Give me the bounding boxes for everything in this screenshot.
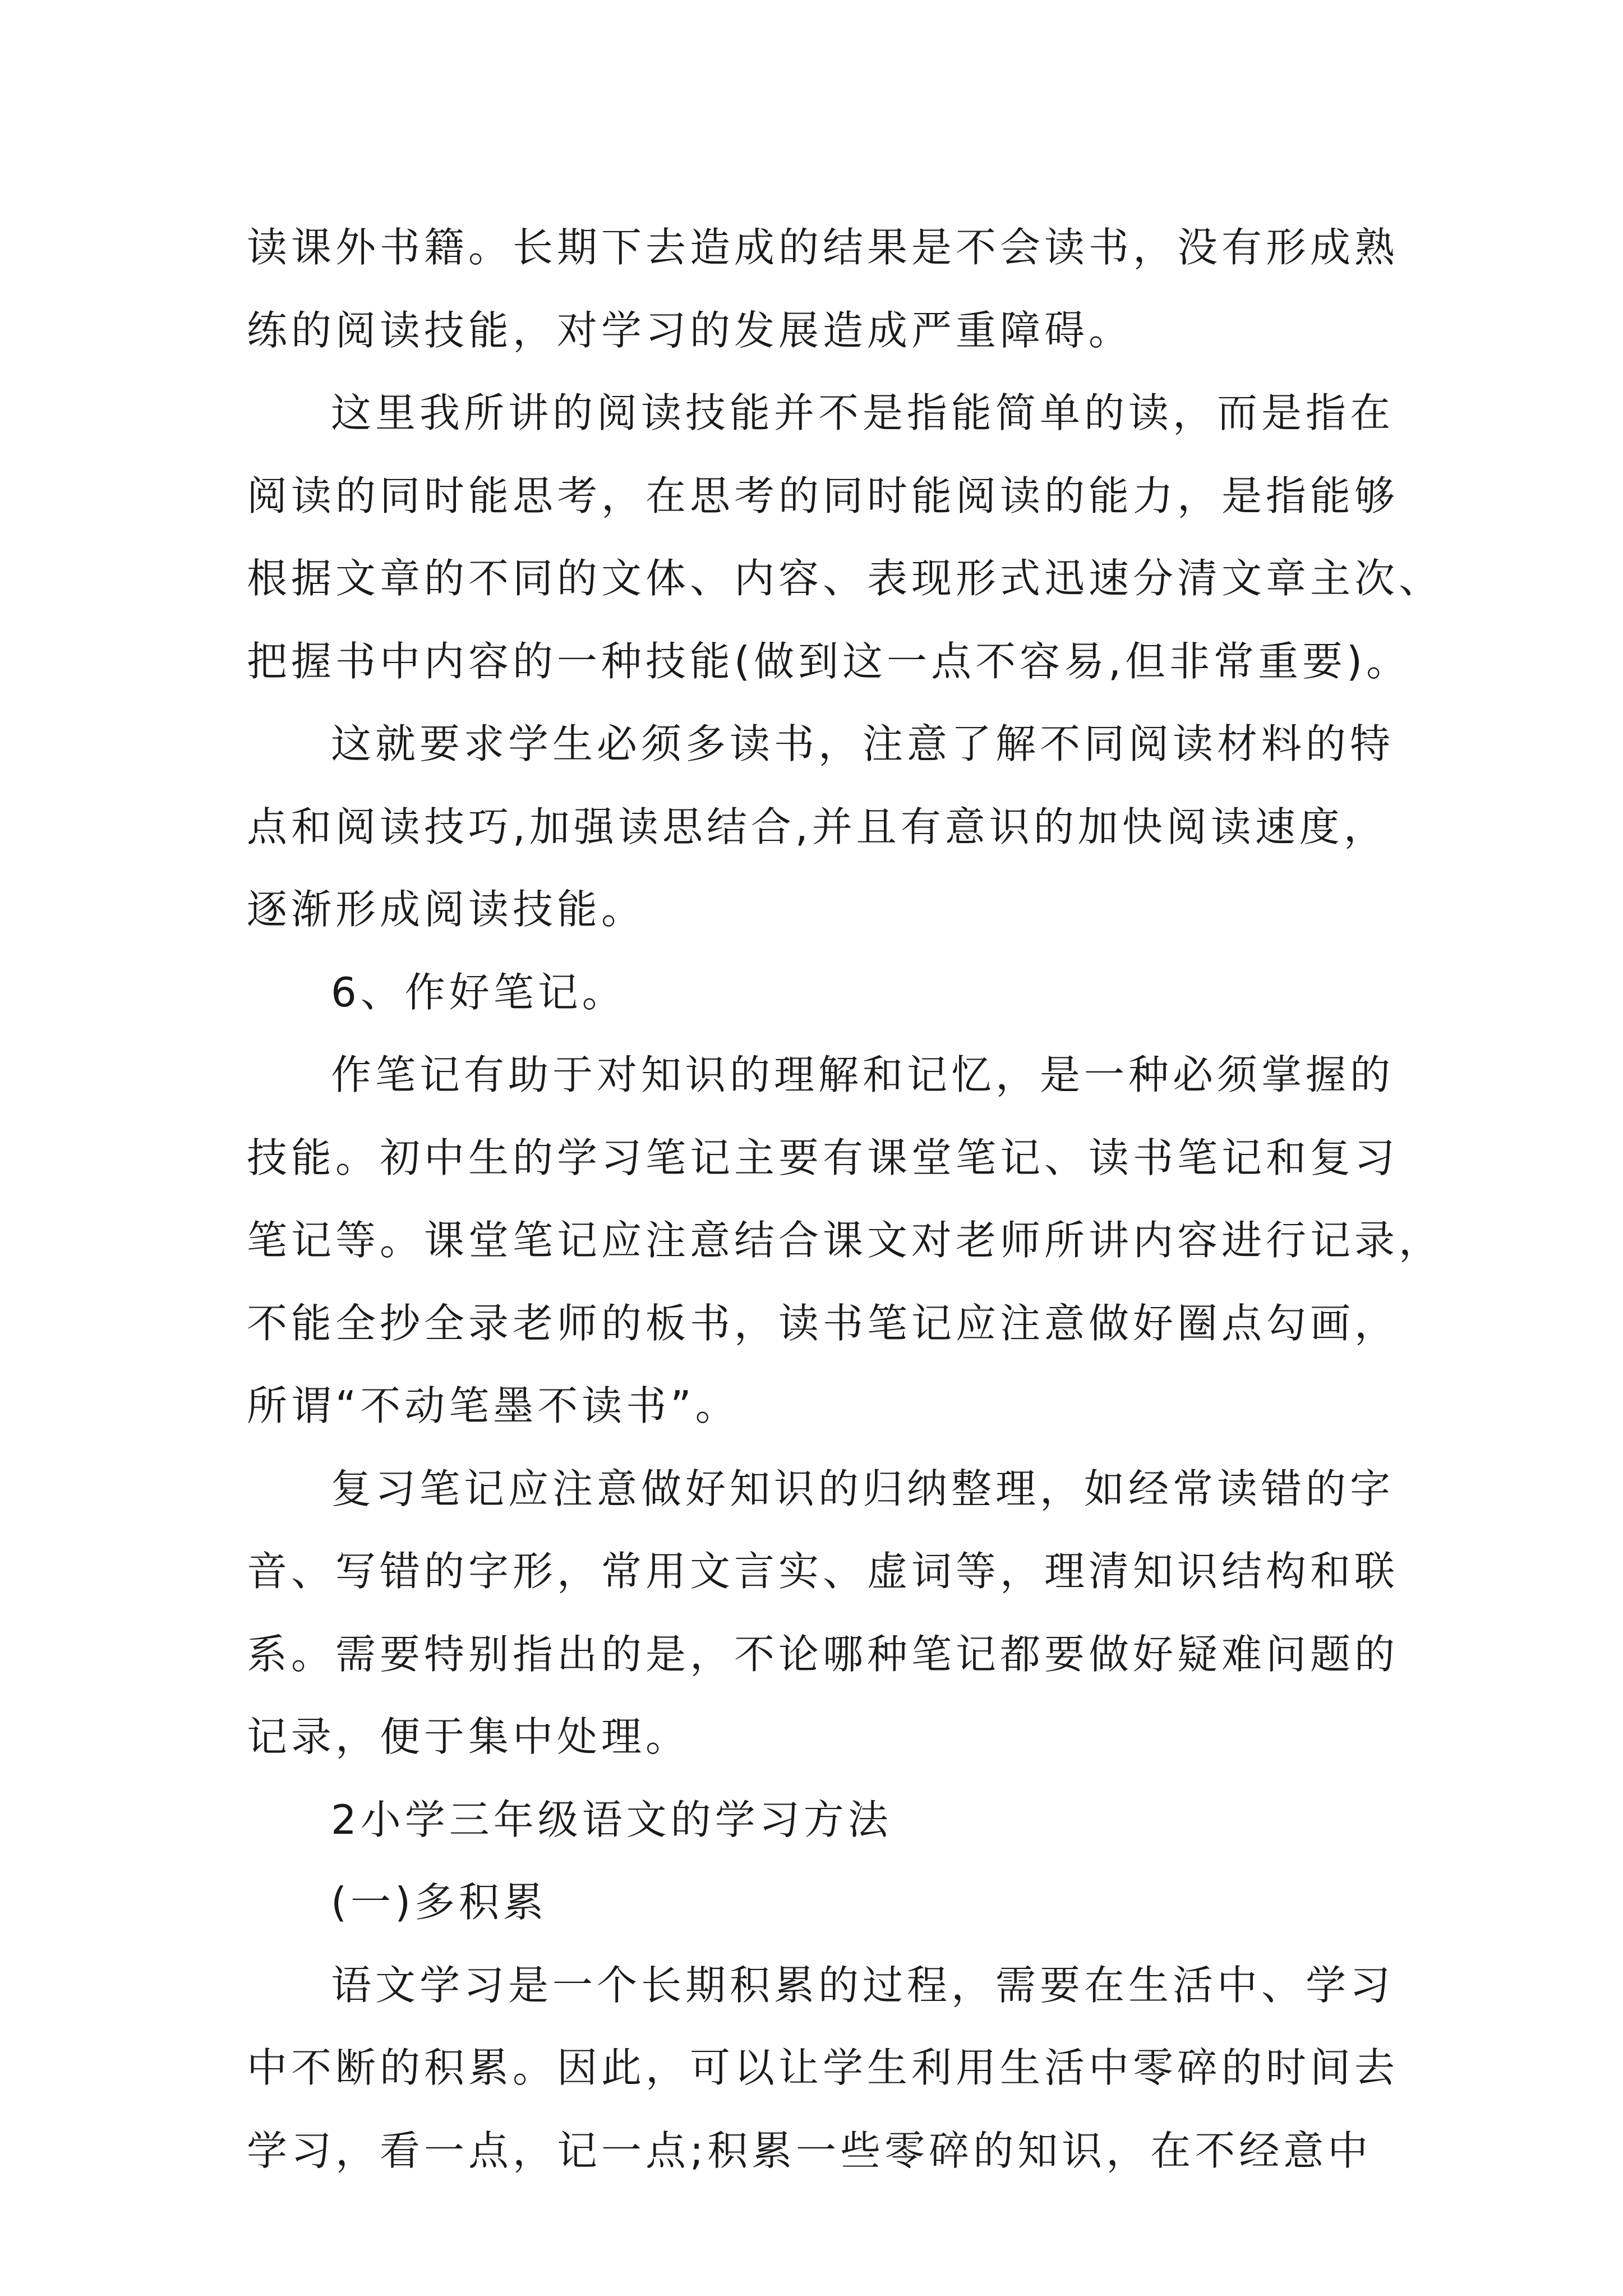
text-line: 笔记等。课堂笔记应注意结合课文对老师所讲内容进行记录， <box>247 1217 1444 1264</box>
text-line: 所谓“不动笔墨不读书”。 <box>247 1382 740 1429</box>
text-line: 点和阅读技巧,加强读思结合,并且有意识的加快阅读速度， <box>247 803 1388 850</box>
text-line: 音、写错的字形，常用文言实、虚词等，理清知识结构和联 <box>247 1548 1399 1595</box>
text-line: 阅读的同时能思考，在思考的同时能阅读的能力，是指能够 <box>247 472 1399 519</box>
text-line: 6、作好笔记。 <box>331 968 626 1016</box>
text-line: 学习，看一点，记一点;积累一些零碎的知识，在不经意中 <box>247 2127 1372 2174</box>
text-line: 记录，便于集中处理。 <box>247 1713 690 1760</box>
text-line: (一)多积累 <box>331 1879 548 1926</box>
text-line: 系。需要特别指出的是，不论哪种笔记都要做好疑难问题的 <box>247 1630 1399 1678</box>
text-line: 把握书中内容的一种技能(做到这一点不容易,但非常重要)。 <box>247 637 1411 685</box>
text-line: 复习笔记应注意做好知识的归纳整理，如经常读错的字 <box>331 1465 1395 1512</box>
text-line: 不能全抄全录老师的板书，读书笔记应注意做好圈点勾画， <box>247 1299 1399 1347</box>
text-line: 作笔记有助于对知识的理解和记忆，是一种必须掌握的 <box>331 1051 1395 1098</box>
body-text <box>247 206 1444 2192</box>
text-line: 中不断的积累。因此，可以让学生利用生活中零碎的时间去 <box>247 2044 1399 2091</box>
text-line: 技能。初中生的学习笔记主要有课堂笔记、读书笔记和复习 <box>247 1134 1399 1181</box>
text-line: 这就要求学生必须多读书，注意了解不同阅读材料的特 <box>331 720 1395 767</box>
text-line: 这里我所讲的阅读技能并不是指能简单的读，而是指在 <box>331 389 1395 436</box>
text-line: 读课外书籍。长期下去造成的结果是不会读书，没有形成熟 <box>247 224 1399 271</box>
text-line: 逐渐形成阅读技能。 <box>247 886 646 933</box>
text-line: 2小学三年级语文的学习方法 <box>331 1796 892 1843</box>
text-line: 语文学习是一个长期积累的过程，需要在生活中、学习 <box>331 1961 1395 2009</box>
text-line: 练的阅读技能，对学习的发展造成严重障碍。 <box>247 306 1133 354</box>
text-line: 根据文章的不同的文体、内容、表现形式迅速分清文章主次、 <box>247 555 1444 602</box>
